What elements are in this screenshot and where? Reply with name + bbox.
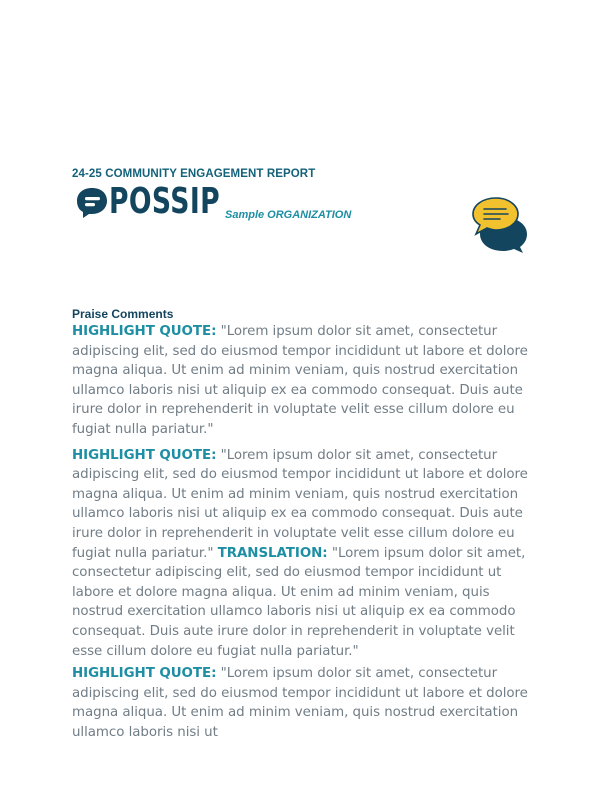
possip-speech-mark-icon — [76, 187, 108, 219]
comment-2 — [72, 446, 542, 662]
highlight-quote-label: HIGHLIGHT QUOTE: — [72, 324, 217, 339]
brand-name: POSSIP — [109, 181, 221, 222]
quote-text: "Lorem ipsum dolor sit amet, consectetur adipiscing elit, sed do eiusmod tempor incididunt ut labore et dolore magna aliqua. Ut enim ad minim veniam, quis nostrud exercitation ullamco laboris nisi ut aliquip ex ea commodo consequat. Duis aute irure dolor in reprehenderit in voluptate velit esse cillum dolore eu fugiat nulla pariatur." — [72, 447, 528, 561]
quote-text: "Lorem ipsum dolor sit amet, consectetur adipiscing elit, sed do eiusmod tempor incididunt ut labore et dolore magna aliqua. Ut enim ad minim veniam, quis nostrud exercitation ullamco laboris nisi ut — [72, 666, 528, 740]
section-heading: Praise Comments — [72, 307, 174, 321]
translation-text: "Lorem ipsum dolor sit amet, consectetur adipiscing elit, sed do eiusmod tempor incididunt ut labore et dolore magna aliqua. Ut enim ad minim veniam, quis nostrud exercitation ullamco laboris nisi ut aliquip ex ea commodo consequat. Duis aute irure dolor in reprehenderit in voluptate velit esse cillum dolore eu fugiat nulla pariatur." — [72, 545, 526, 659]
comment-3 — [72, 664, 542, 742]
comment-1 — [72, 322, 542, 440]
highlight-quote-label: HIGHLIGHT QUOTE: — [72, 447, 217, 463]
quote-text: "Lorem ipsum dolor sit amet, consectetur adipiscing elit, sed do eiusmod tempor incididunt ut labore et dolore magna aliqua. Ut enim ad minim veniam, quis nostrud exercitation ullamco laboris nisi ut aliquip ex ea commodo consequat. Duis aute irure dolor in reprehenderit in voluptate velit esse cillum dolore eu fugiat nulla pariatur." — [72, 324, 528, 437]
chat-bubbles-icon — [470, 196, 530, 254]
comments-list — [72, 322, 542, 742]
highlight-quote-label: HIGHLIGHT QUOTE: — [72, 666, 217, 682]
translation-label: TRANSLATION: — [217, 545, 328, 561]
organization-name: Sample ORGANIZATION — [225, 209, 352, 221]
report-title: 24-25 COMMUNITY ENGAGEMENT REPORT — [72, 168, 316, 180]
